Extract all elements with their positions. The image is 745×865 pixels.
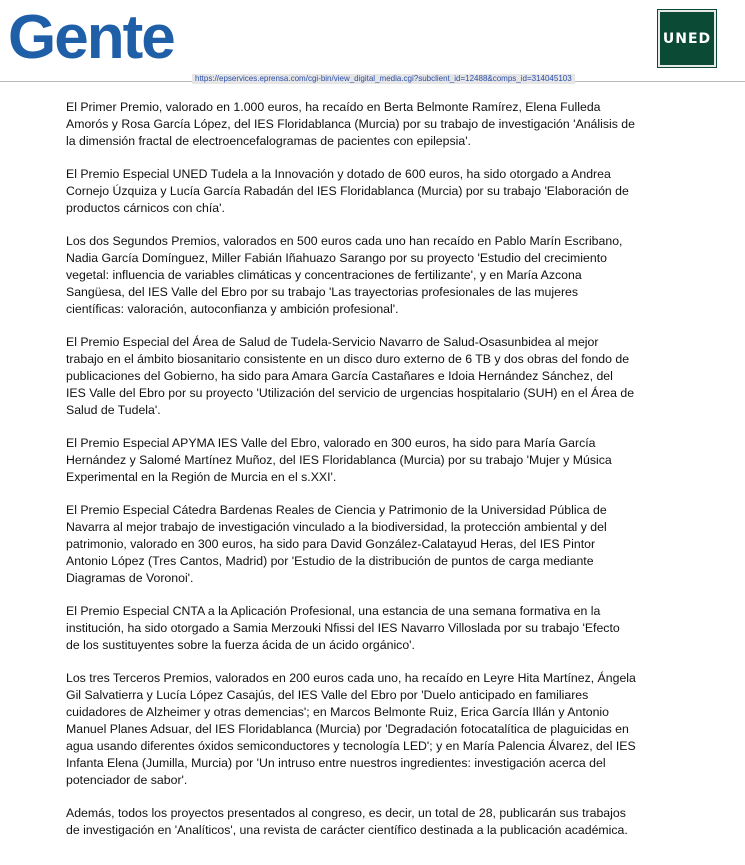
article-paragraph: El Premio Especial Cátedra Bardenas Reales de Ciencia y Patrimonio de la Universidad Pública de Navarra al mejor trabajo de investigación vinculado a la biodiversidad, la protección ambiental y del patrimonio, valorado en 300 euros, ha sido para David González-Calatayud Heras, del IES Pintor Antonio López (Tres Cantos, Madrid) por 'Estudio de la distribución de puntos de carga mediante Diagramas de Voronoi'. — [66, 503, 607, 585]
article-paragraph: El Premio Especial APYMA IES Valle del Ebro, valorado en 300 euros, ha sido para María García Hernández y Salomé Martínez Muñoz, del IES Floridablanca (Murcia) por su trabajo 'Mujer y Música Experimental en la Región de Murcia en el s.XXI'. — [66, 436, 612, 484]
article-paragraph: El Primer Premio, valorado en 1.000 euros, ha recaído en Berta Belmonte Ramírez, Elena Fulleda Amorós y Rosa García López, del IES Floridablanca (Murcia) por su trabajo de investigación 'Análisis de la dimensión fractal de electroencefalogramas de pacientes con epilepsia'. — [66, 100, 635, 148]
article-paragraph: El Premio Especial del Área de Salud de Tudela-Servicio Navarro de Salud-Osasunbidea al mejor trabajo en el ámbito biosanitario consistente en un disco duro externo de 6 TB y dos obras del fondo de publicaciones del Gobierno, ha sido para Amara García Castañares e Idoia Hernández Sánchez, del IES Valle del Ebro por su proyecto 'Utilización del servicio de urgencias hospitalario (SUH) en el Área de Salud de Tudela'. — [66, 335, 635, 417]
article-paragraph: Los dos Segundos Premios, valorados en 500 euros cada uno han recaído en Pablo Marín Escribano, Nadia García Domínguez, Miller Fabián Iñahuazo Sarango por su proyecto 'Estudio del crecimiento vegetal: influencia de variables climáticas y concentraciones de fertilizante', y en María Azcona Sangüesa, del IES Valle del Ebro por su trabajo 'Las trayectorias profesionales de las mujeres científicas: valoración, autoconfianza y ambición profesional'. — [66, 234, 623, 316]
article-body — [66, 99, 636, 855]
article-paragraph: El Premio Especial CNTA a la Aplicación Profesional, una estancia de una semana formativa en la institución, ha sido otorgado a Samia Merzouki Nfissi del IES Navarro Villoslada por su trabajo 'Efecto de los sustituyentes sobre la fuerza ácida de un ácido orgánico'. — [66, 604, 620, 652]
gente-logo — [8, 2, 203, 66]
page-header — [0, 0, 745, 90]
uned-logo — [658, 10, 716, 67]
uned-logo-text: UNED — [662, 30, 712, 47]
article-paragraph: El Premio Especial UNED Tudela a la Innovación y dotado de 600 euros, ha sido otorgado a Andrea Cornejo Úzquiza y Lucía García Rabadán del IES Floridablanca (Murcia) por su trabajo 'Elaboración de productos cárnicos con chía'. — [66, 167, 629, 215]
source-url-link[interactable]: https://epservices.eprensa.com/cgi-bin/view_digital_media.cgi?subclient_id=12488&comps_id=314045103 — [192, 74, 575, 84]
source-bar — [0, 74, 745, 84]
gente-logo-text: Gente — [8, 3, 174, 66]
article-paragraph: Los tres Terceros Premios, valorados en 200 euros cada uno, ha recaído en Leyre Hita Martínez, Ángela Gil Salvatierra y Lucía López Casajús, del IES Valle del Ebro por 'Duelo anticipado en familiares cuidadores de Alzheimer y otras demencias'; en Marcos Belmonte Ruiz, Erica García Illán y Antonio Manuel Planes Adsuar, del IES Floridablanca (Murcia) por 'Degradación fotocatalítica de plaguicidas en agua usando diferentes óxidos semiconductores y tecnología LED'; y en María Palencia Álvarez, del IES Infanta Elena (Jumilla, Murcia) por 'Un intruso entre nuestros ingredientes: investigación acerca del potenciador de sabor'. — [66, 671, 636, 787]
article-paragraph: Además, todos los proyectos presentados al congreso, es decir, un total de 28, publicarán sus trabajos de investigación en 'Analíticos', una revista de carácter científico destinada a la publicación académica. — [66, 806, 628, 837]
